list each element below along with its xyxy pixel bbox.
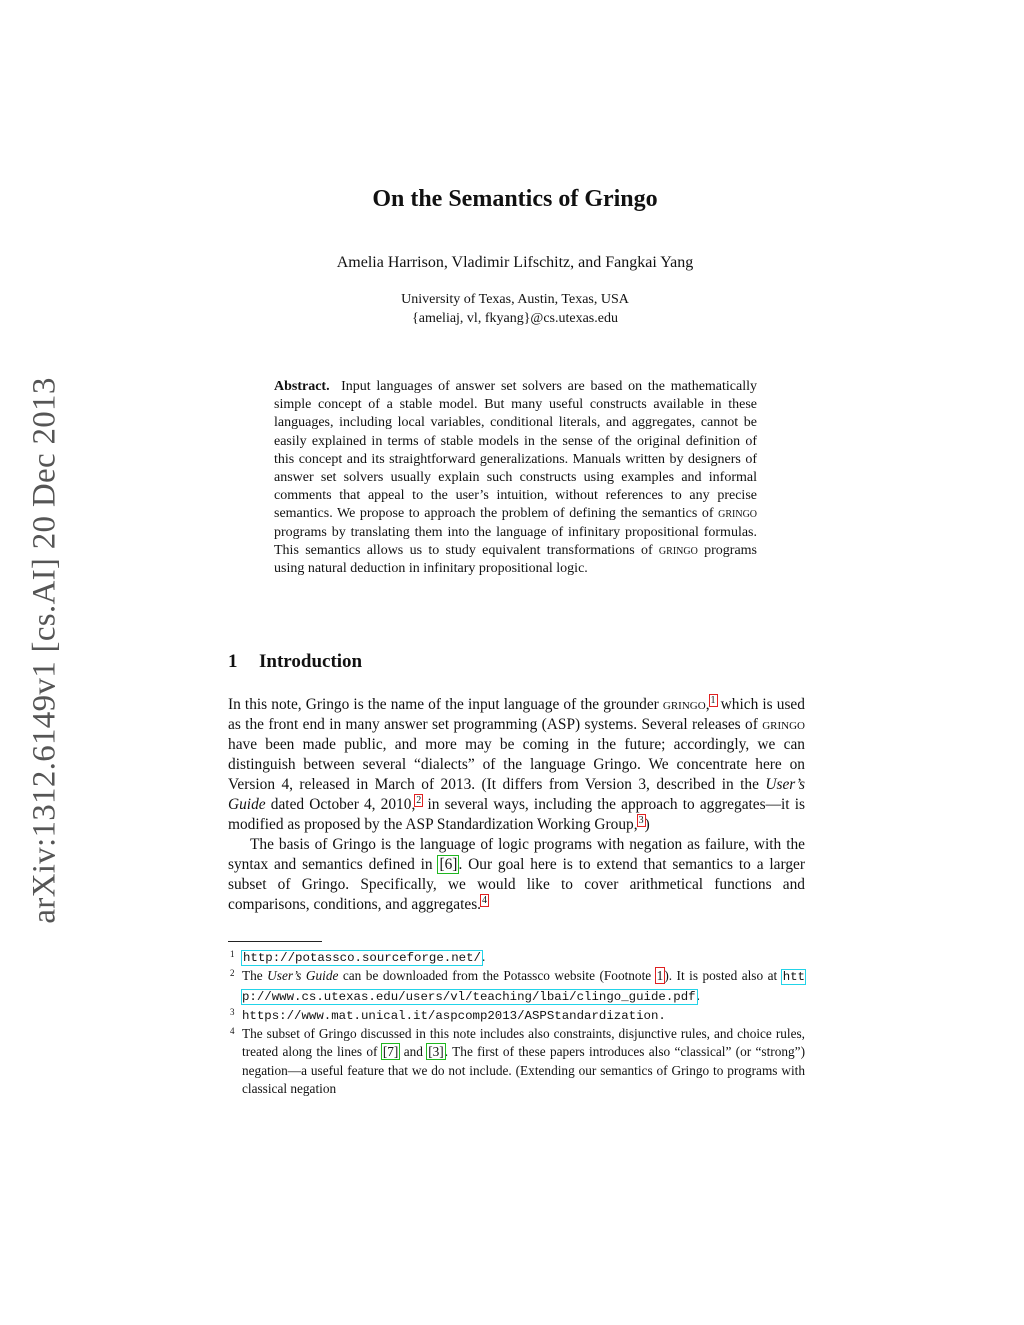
footnote-url-text: https://www.mat.unical.it/aspcomp2013/ASPStandardization xyxy=(242,1008,659,1023)
footnote-1: 1 http://potassco.sourceforge.net/. xyxy=(230,949,486,965)
abstract: Abstract. Input languages of answer set solvers are based on the mathematically simple concept of a stable model. But many useful constructs available in these languages, including local variables, conditional literals, and aggregates, cannot be easily explained in terms of stable models in the sense of the original definition of this concept and its straightforward generalizations. Manuals written by designers of answer set solvers usually explain such constructs using examples and informal comments that appeal to the user’s intuition, without references to any precise semantics. We propose to approach the problem of defining the semantics of gringo programs by translating them into the language of infinitary propositional formulas. This semantics allows us to study equivalent transformations of gringo programs using natural deduction in infinitary propositional logic. xyxy=(274,379,758,577)
footnotes xyxy=(228,948,805,1098)
citation-link[interactable]: [7] xyxy=(382,1044,399,1060)
body-text xyxy=(228,695,805,915)
footnote-link-2[interactable]: 2 xyxy=(416,794,422,806)
arxiv-identifier: arXiv:1312.6149v1 [cs.AI] 20 Dec 2013 xyxy=(26,376,63,924)
section-number: 1 xyxy=(228,651,238,672)
footnote-2: 2 The User’s Guide can be downloaded from the Potassco website (Footnote 1). It is posted also at http://www.cs.utexas.edu/users/vl/teaching/lbai/clingo_guide.pdf. xyxy=(230,968,805,1004)
paper-title: On the Semantics of Gringo xyxy=(372,186,658,212)
footnote-ref-link[interactable]: 1 xyxy=(656,968,664,984)
email: {ameliaj, vl, fkyang}@cs.utexas.edu xyxy=(412,311,618,326)
affiliation-block xyxy=(0,290,1024,328)
paragraph: The basis of Gringo is the language of logic programs with negation as failure, with the syntax and semantics defined in [6]. Our goal here is to extend that semantics to a larger subset of Gringo. Specifically, we would like to cover arithmetical functions and comparisons, conditions, and aggregates.$^4$ xyxy=(228,836,805,913)
paragraph: In this note, Gringo is the name of the input language of the grounder gringo,$^1$ which is used as the front end in many answer set programming (ASP) systems. Several releases of gringo have been made public, and more may be coming in the future; accordingly, we can distinguish between several “dialects” of the language Gringo. We concentrate here on Version 4, released in March of 2013. (It differs from Version 3, described in the User’s Guide dated October 4, 2010,$^2$ in several ways, including the approach to aggregates—it is modified as proposed by the ASP Standardization Working Group,$^3$) xyxy=(228,694,805,833)
abstract-label: Abstract. xyxy=(274,379,330,394)
affiliation: University of Texas, Austin, Texas, USA xyxy=(401,292,629,307)
footnote-url-link[interactable]: http://potassco.sourceforge.net/ xyxy=(243,951,481,965)
section-heading xyxy=(228,651,362,673)
footnote-4: 4 The subset of Gringo discussed in this note includes also constraints, disjunctive rules, and choice rules, treated along the lines of [7] and [3]. The first of these papers introduces also “classical” (or “strong”) negation—a useful feature that we do not include. (Extending our semantics of Gringo to programs with classical negation xyxy=(230,1026,805,1097)
footnote-url-link[interactable]: http://www.cs.utexas.edu/users/vl/teaching/lbai/clingo_guide.pdf xyxy=(242,970,805,1004)
section-title: Introduction xyxy=(259,651,363,672)
citation-link[interactable]: [3] xyxy=(428,1044,444,1060)
footnote-link-4[interactable]: 4 xyxy=(482,894,488,906)
author-list: Amelia Harrison, Vladimir Lifschitz, and Fangkai Yang xyxy=(336,254,694,271)
footnote-link-3[interactable]: 3 xyxy=(638,814,644,826)
footnote-3: 3 https://www.mat.unical.it/aspcomp2013/ASPStandardization. xyxy=(230,1006,666,1023)
footnote-divider xyxy=(228,941,322,942)
citation-link[interactable]: [6] xyxy=(439,856,458,873)
footnote-link-1[interactable]: 1 xyxy=(710,694,716,706)
